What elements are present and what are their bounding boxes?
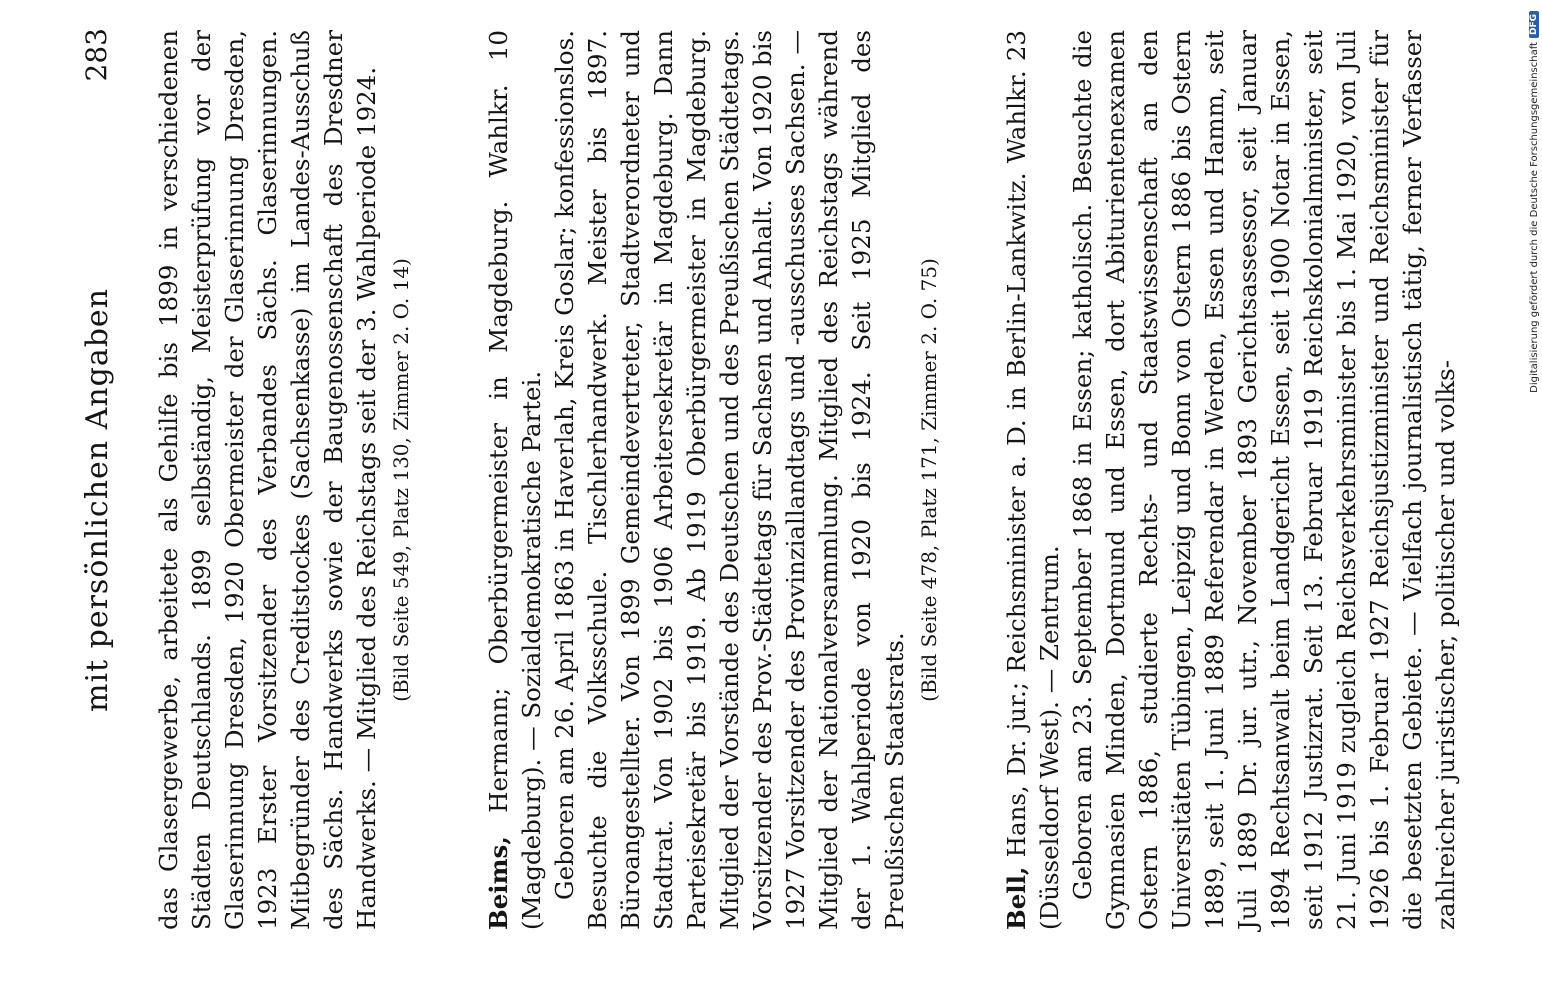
image-caption: (Bild Seite 549, Platz 130, Zimmer 2. O. 14)	[389, 258, 413, 702]
page-header	[80, 0, 120, 1000]
entry-biography: Geboren am 23. September 1868 in Essen; katholisch. Besuchte die Gymnasien Minden, Dortmund und Essen, dort Abiturientenexamen Ostern 1886, studierte Rechts- und Staatswissenschaft an den Universitäten Tübingen, Leipzig und Bonn von Ostern 1886 bis Ostern 1889, seit 1. Juni 1889 Referendar in Werden, Essen und Hamm, seit Juli 1889 Dr. jur. utr., November 1893 Gerichtsassessor, seit Januar 1894 Rechtsanwalt beim Landgericht Essen, seit 1900 Notar in Essen, seit 1912 Justizrat. Seit 13. Februar 1919 Reichskolonialminister, seit 21. Juni 1919 zugleich Reichsverkehrsminister bis 1. Mai 1920, von Juli 1926 bis 1. Februar 1927 Reichsjustizminister und Reichsminister für die besetzten Gebiete. — Vielfach journalistisch tätig, ferner Verfasser zahlreicher juristischer, politischer und volks-	[1068, 30, 1460, 930]
entry-heading	[482, 30, 548, 930]
funding-note-text: Digitalisierung gefördert durch die Deutsche Forschungsgemeinschaft	[1528, 42, 1540, 393]
entry-biography: Geboren am 26. April 1863 in Haverlah, Kreis Goslar; konfessionslos. Besuchte die Volksschule. Tischlerhandwerk. Meister bis 1897. Büroangestellter. Von 1899 Gemeindevertreter, Stadtverordneter und Stadtrat. Von 1902 bis 1906 Arbeitersekretär in Magdeburg. Dann Parteisekretär bis 1919. Ab 1919 Oberbürgermeister in Magdeburg. Mitglied der Vorstände des Deutschen und des Preußischen Städtetags. Vorsitzender des Prov.-Städtetags für Sachsen und Anhalt. Von 1920 bis 1927 Vorsitzender des Provinziallandtags und -ausschusses Sachsen. — Mitglied der Nationalversammlung. Mitglied des Reichstags während der 1. Wahlperiode von 1920 bis 1924. Seit 1925 Mitglied des Preußischen Staatsrats.	[550, 30, 909, 930]
image-caption: (Bild Seite 478, Platz 171, Zimmer 2. O. 75)	[917, 258, 941, 702]
entry-bell	[1000, 30, 1462, 930]
entry-name: Beims,	[484, 836, 513, 930]
funding-note	[1520, 6, 1540, 996]
entry-heading	[1000, 30, 1066, 930]
entry-beims	[482, 30, 946, 930]
dfg-logo: DFG	[1529, 11, 1539, 38]
entry-text: das Glasergewerbe, arbeitete als Gehilfe bis 1899 in verschiedenen Städten Deutschlands. 1899 selbständig, Meisterprüfung vor der Glaserinnung Dresden, 1920 Obermeister der Glaserinnung Dresden, 1923 Erster Vorsitzender des Verbandes Sächs. Glaserinnungen. Mitbegründer des Creditstockes (Sachsenkasse) im Landes-Ausschuß des Sächs. Handwerks sowie der Baugenossenschaft des Dresdner Handwerks. — Mitglied des Reichstags seit der 3. Wahlperiode 1924.	[154, 30, 381, 930]
page-number: 283	[80, 28, 113, 82]
entry-name: Bell,	[1002, 866, 1031, 930]
entry-glaser	[152, 30, 418, 930]
entry-header-text: Hans, Dr. jur.; Reichsminister a. D. in Berlin-Lankwitz. Wahlkr. 23 (Düsseldorf West). — Zentrum.	[1002, 30, 1064, 930]
entry-header-text: Hermann; Oberbürgermeister in Magdeburg. Wahlkr. 10 (Magdeburg). — Sozialdemokratische Partei.	[484, 30, 546, 930]
running-head: mit persönlichen Angaben	[80, 288, 115, 712]
